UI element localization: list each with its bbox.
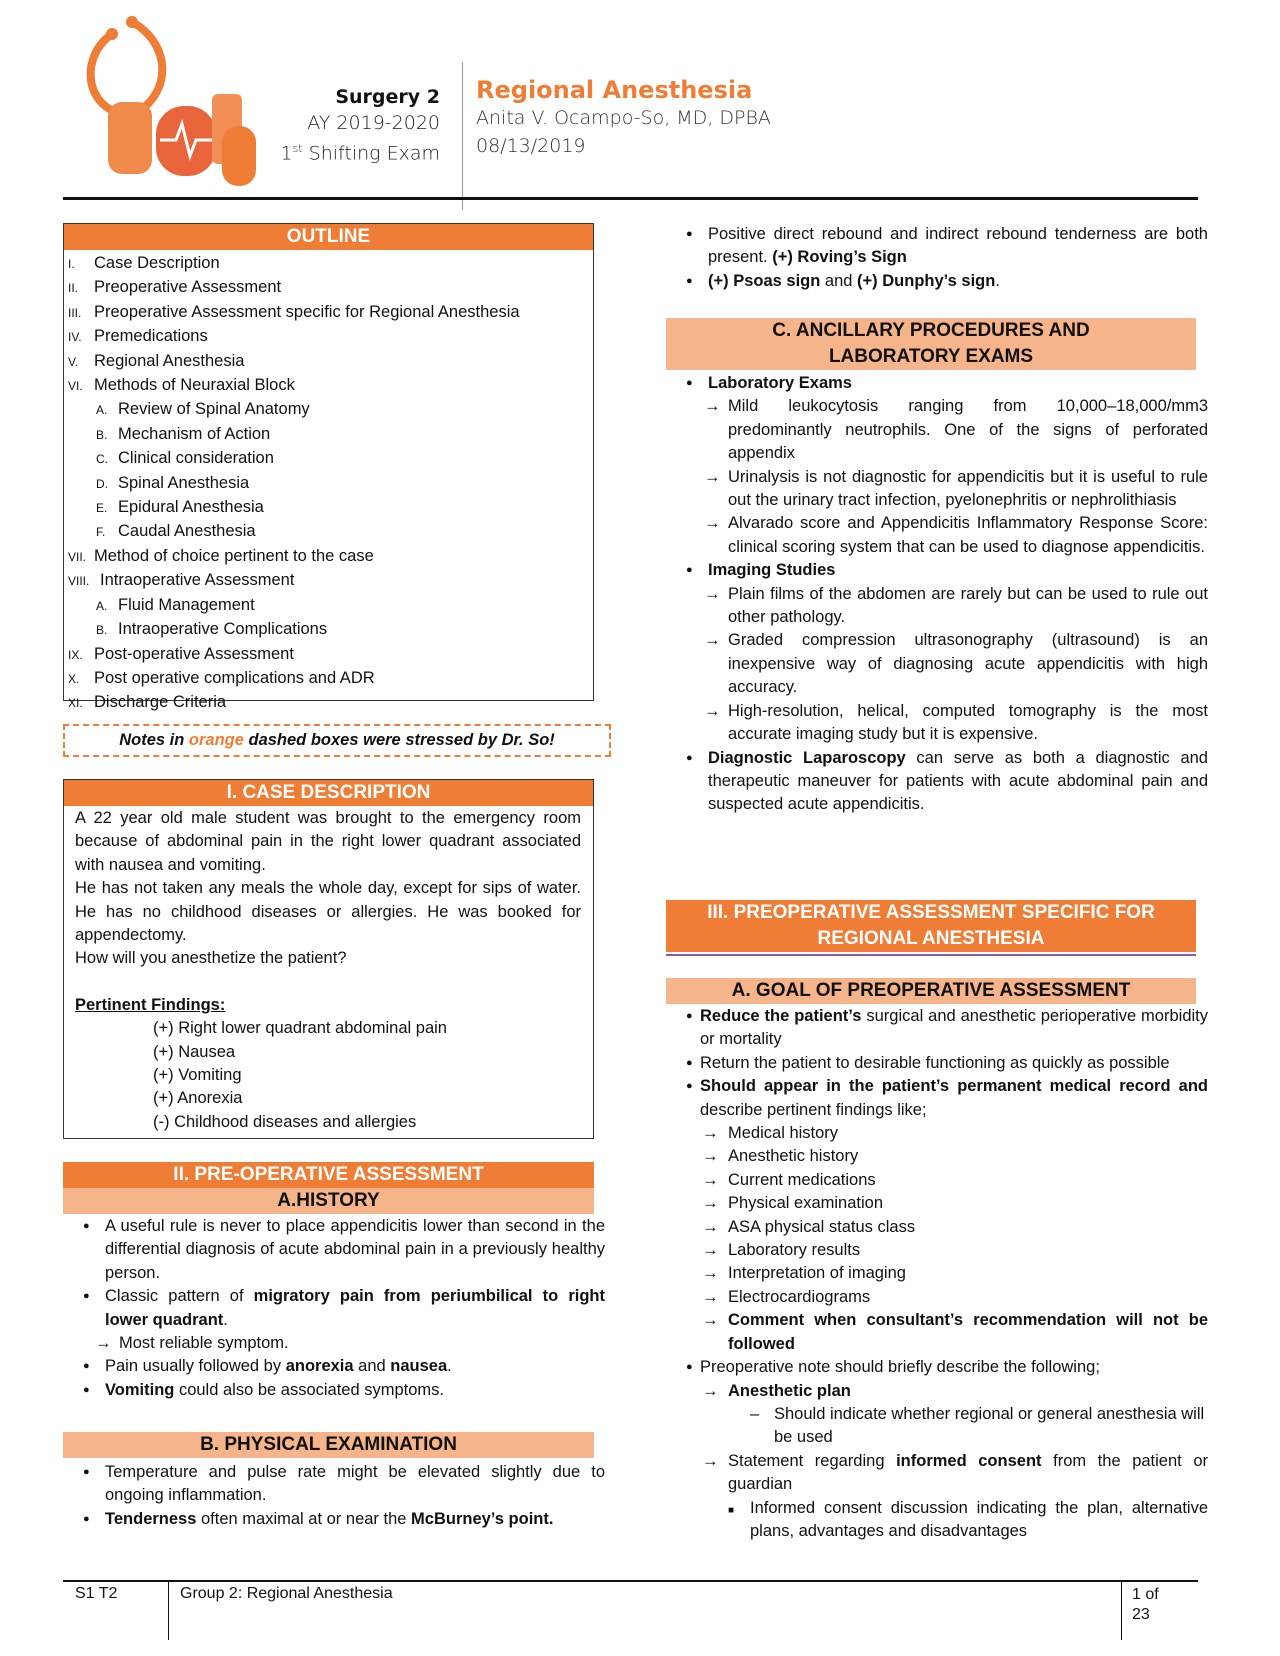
outline-item: VIII. Intraoperative Assessment [68,571,295,590]
lab-item: → Mild leukocytosis ranging from 10,000–18,000/mm3 predominantly neutrophils. One of the signs of perforated appendix [704,397,1208,463]
pe-heading: B. PHYSICAL EXAMINATION [63,1432,594,1458]
goal-item: ● Preoperative note should briefly describe the following; [666,1356,1208,1379]
academic-year: AY 2019-2020 [307,112,440,134]
record-item: → Laboratory results [702,1241,861,1260]
pe-item: ● Temperature and pulse rate might be elevated slightly due to ongoing inflammation. [63,1461,605,1508]
history-item: ● A useful rule is never to place appendicitis lower than second in the differential diagnosis of acute abdominal pain in a previously healthy person. [63,1215,605,1285]
ancillary-heading: C. ANCILLARY PROCEDURES AND LABORATORY EXAMS [666,318,1196,370]
footer-divider [168,1582,169,1640]
footer-group: Group 2: Regional Anesthesia [180,1585,393,1602]
pe-item: ● Tenderness often maximal at or near the McBurney’s point. [63,1508,605,1531]
footer-page: 1 of 23 [1132,1586,1159,1623]
consent-detail: ■ Informed consent discussion indicating the plan, alternative plans, advantages and disadvantages [728,1498,1208,1540]
outline-list [64,250,593,716]
outline-box [63,223,594,712]
outline-subitem: C. Clinical consideration [96,449,274,468]
plan-item: → Anesthetic plan [702,1381,851,1400]
case-paragraph: He has not taken any meals the whole day, except for sips of water. He has no childhood diseases or allergies. He was booked for appendectomy. [75,879,581,945]
case-paragraph: A 22 year old male student was brought to the emergency room because of abdominal pain in the right lower quadrant associated with nausea and vomiting. [75,809,581,874]
finding-item: (+) Anorexia [153,1089,243,1108]
lab-item: → Alvarado score and Appendicitis Inflammatory Response Score: clinical scoring system that can be used to diagnose appendicitis. [704,514,1208,556]
record-item: → ASA physical status class [702,1217,916,1236]
outline-item: VII. Method of choice pertinent to the case [68,546,374,565]
history-subitem: → Most reliable symptom. [95,1334,289,1353]
outline-subitem: B. Mechanism of Action [96,424,271,443]
record-item: → Comment when consultant’s recommendation will not be followed [702,1311,1208,1353]
finding-item: (+) Nausea [153,1042,236,1061]
exam-ordinal: 1 [280,142,293,165]
outline-subitem: A. Review of Spinal Anatomy [96,400,310,419]
outline-item: VI. Methods of Neuraxial Block [68,376,295,395]
record-item: → Current medications [702,1170,876,1189]
findings-label: Pertinent Findings: [75,995,226,1014]
note-highlight: orange [188,731,244,749]
footer-code: S1 T2 [75,1585,118,1602]
outline-subitem: A. Fluid Management [96,595,255,614]
outline-subitem: E. Epidural Anesthesia [96,498,264,517]
case-box [63,779,594,1139]
history-list [63,1215,605,1402]
goal-item: ● Reduce the patient’s surgical and anesthetic perioperative morbidity or mortality [666,1005,1208,1052]
findings-list [75,1017,581,1134]
lecture-info [476,76,771,160]
history-heading: A.HISTORY [63,1188,594,1214]
lab-item: → Urinalysis is not diagnostic for appendicitis but it is useful to rule out the urinary tract infection, pyelonephritis or nephrolithiasis [704,467,1208,510]
course-name: Surgery 2 [335,86,440,108]
goal-list [666,1005,1208,1543]
record-item: → Anesthetic history [702,1147,859,1166]
lab-label: ● Laboratory Exams [666,372,1208,395]
history-item: ● Pain usually followed by anorexia and nausea. [63,1355,605,1378]
finding-item: (+) Vomiting [153,1066,242,1085]
imaging-item: → High-resolution, helical, computed tomography is the most accurate imaging study but it is expensive. [704,701,1208,744]
consent-item: → Statement regarding informed consent from the patient or guardian [702,1451,1208,1494]
imaging-item: → Graded compression ultrasonography (ultrasound) is an inexpensive way of diagnosing acute appendicitis with high accuracy. [704,631,1208,697]
pe-list [63,1461,605,1531]
author: Anita V. Ocampo-So, MD, DPBA [476,107,771,129]
plan-detail: – Should indicate whether regional or general anesthesia will be used [750,1404,1205,1447]
outline-item: V. Regional Anesthesia [68,351,245,370]
footer-divider [1121,1582,1122,1640]
outline-subitem: D. Spinal Anesthesia [96,473,250,492]
header-divider [462,62,463,210]
outline-item: XI. Discharge Criteria [68,693,227,712]
finding-item: (-) Childhood diseases and allergies [153,1112,417,1131]
goal-heading: A. GOAL OF PREOPERATIVE ASSESSMENT [666,978,1196,1004]
imaging-label: ● Imaging Studies [666,559,1208,582]
record-item: → Interpretation of imaging [702,1264,906,1283]
outline-item: II. Preoperative Assessment [68,278,282,297]
footer-rule [63,1580,1198,1582]
outline-item: IV. Premedications [68,327,208,346]
preop-section [63,1162,594,1214]
outline-item: III. Preoperative Assessment specific for Regional Anesthesia [68,302,520,321]
exam-name: Shifting Exam [308,142,440,165]
page-title: Regional Anesthesia [476,76,753,104]
header-rule [63,197,1198,200]
exam-ordinal-suffix: st [292,142,303,155]
regional-heading: III. PREOPERATIVE ASSESSMENT SPECIFIC FOR REGIONAL ANESTHESIA [666,900,1196,952]
record-item: → Medical history [702,1124,839,1143]
imaging-item: → Plain films of the abdomen are rarely but can be used to rule out other pathology. [704,584,1208,627]
pe-list-continued [666,223,1208,293]
pe-item: ● Positive direct rebound and indirect rebound tenderness are both present. (+) Roving’s Sign [666,223,1208,270]
record-item: → Physical examination [702,1194,883,1213]
lecture-date: 08/13/2019 [476,135,586,157]
stress-note: Notes in orange dashed boxes were stressed by Dr. So! [63,724,611,757]
pe-item: ● (+) Psoas sign and (+) Dunphy’s sign. [666,270,1208,293]
outline-item: I. Case Description [68,254,220,272]
outline-item: IX. Post-operative Assessment [68,644,294,663]
outline-subitem: F. Caudal Anesthesia [96,522,256,541]
history-item: ● Classic pattern of migratory pain from periumbilical to right lower quadrant. [63,1285,605,1332]
preop-heading: II. PRE-OPERATIVE ASSESSMENT [63,1162,594,1188]
case-heading: I. CASE DESCRIPTION [64,780,593,806]
record-item: → Electrocardiograms [702,1287,871,1306]
exam-label [240,136,440,166]
regional-heading-underline [666,954,1196,956]
course-info [240,84,440,166]
history-item: ● Vomiting could also be associated symptoms. [63,1379,605,1402]
case-question: How will you anesthetize the patient? [75,949,347,968]
finding-item: (+) Right lower quadrant abdominal pain [153,1019,447,1038]
laparoscopy-item: ● Diagnostic Laparoscopy can serve as both a diagnostic and therapeutic maneuver for patients with acute abdominal pain and suspected acute appendicitis. [666,747,1208,817]
outline-item: X. Post operative complications and ADR [68,668,375,687]
ancillary-list [666,372,1208,817]
outline-subitem: B. Intraoperative Complications [96,620,328,639]
outline-heading: OUTLINE [64,224,593,250]
goal-item: ● Return the patient to desirable functioning as quickly as possible [666,1052,1208,1075]
goal-item: ● Should appear in the patient’s permanent medical record and describe pertinent findings like; [666,1075,1208,1122]
